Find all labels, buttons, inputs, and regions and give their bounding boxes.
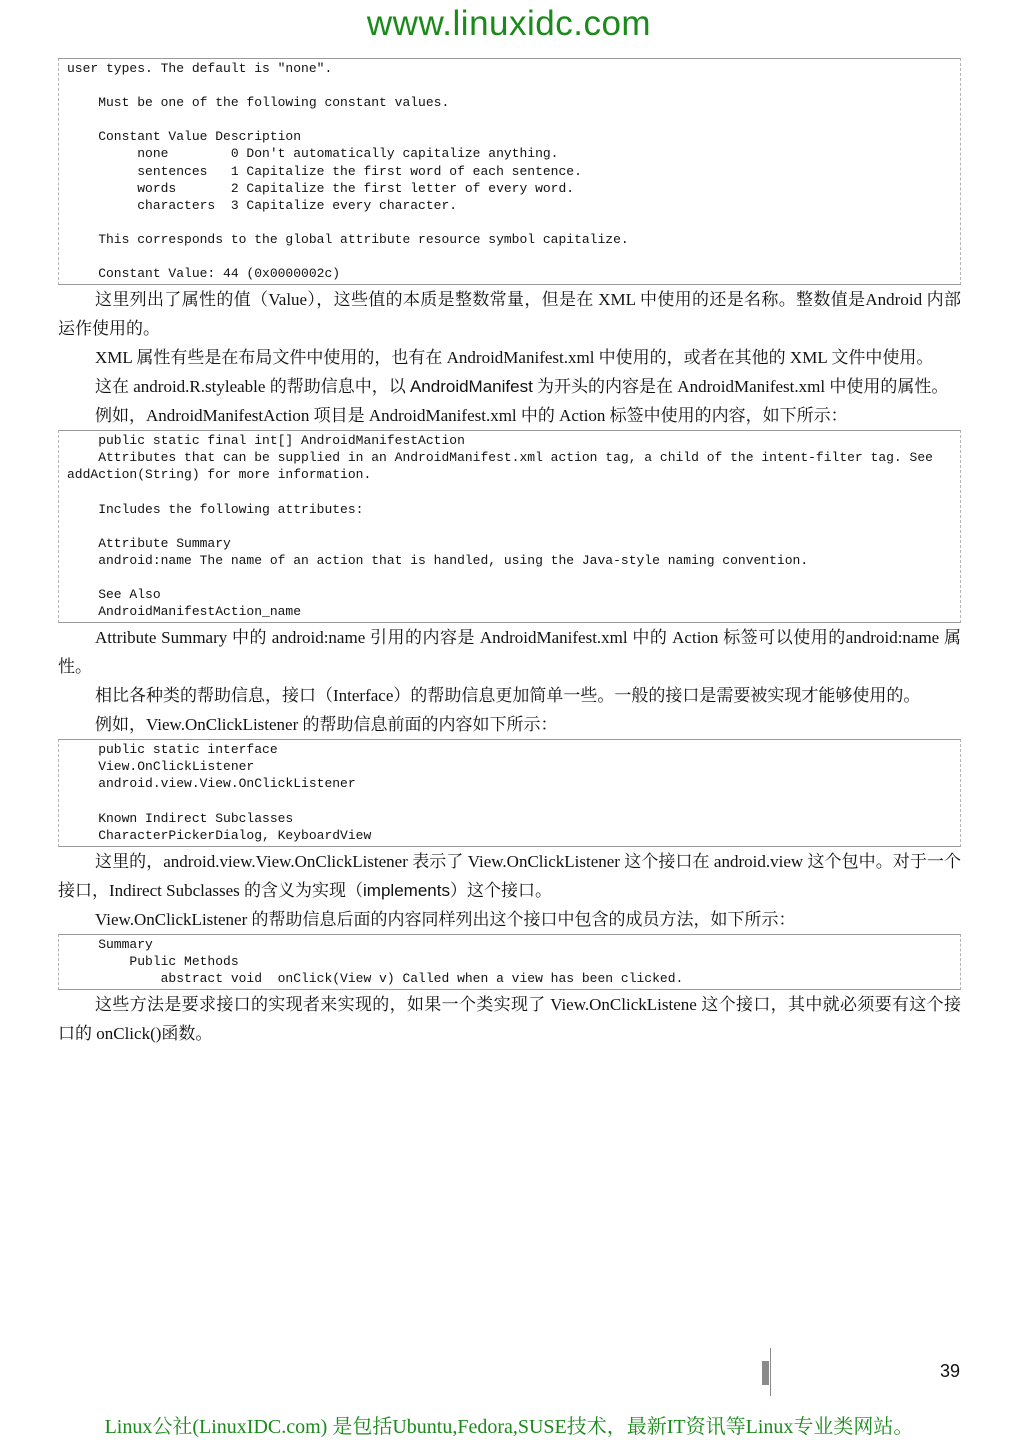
page-number-marker <box>762 1361 769 1385</box>
site-url-header: www.linuxidc.com <box>366 4 652 43</box>
paragraph-methods-intro: View.OnClickListener 的帮助信息后面的内容同样列出这个接口中包含的成员方法，如下所示： <box>95 909 796 929</box>
code-block-summary-methods: Summary Public Methods abstract void onClick(View v) Called when a view has been clicked. <box>58 934 961 990</box>
paragraph-manifest-action-intro: 例如，AndroidManifestAction 项目是 AndroidManifest.xml 中的 Action 标签中使用的内容，如下所示： <box>95 406 848 426</box>
paragraph-styleable-term: AndroidManifest <box>409 377 533 397</box>
page-number: 39 <box>939 1361 960 1381</box>
code-block-capitalize-constants: user types. The default is "none". Must be one of the following constant values. Constant Value Description none 0 Don't automatically capitalize anything. sentences 1 Capitalize the first word of each sentence. words 2 Capitalize the first letter of every word. characters 3 Capitalize every character. This corresponds to the global attribute resource symbol capitalize. Constant Value: 44 (0x0000002c) <box>58 58 961 285</box>
code-block-manifest-action: public static final int[] AndroidManifestAction Attributes that can be supplied in an AndroidManifest.xml action tag, a child of the intent-filter tag. See addAction(String) for more information. Includes the following attributes: Attribute Summary android:name The name of an action that is handled, using the Java-style naming convention. See Also AndroidManifestAction_name <box>58 430 961 623</box>
paragraph-xml-attributes: XML 属性有些是在布局文件中使用的，也有在 AndroidManifest.xml 中使用的，或者在其他的 XML 文件中使用。 <box>95 348 934 368</box>
paragraph-onclicklistener-intro: 例如，View.OnClickListener 的帮助信息前面的内容如下所示： <box>95 715 558 735</box>
paragraph-value-explanation: 这里列出了属性的值（Value），这些值的本质是整数常量，但是在 XML 中使用的还是名称。整数值是Android 内部运作使用的。 <box>58 290 961 339</box>
paragraph-styleable-end: 为开头的内容是在 AndroidManifest.xml 中使用的属性。 <box>532 377 949 397</box>
document-body <box>58 58 961 1048</box>
paragraph-attribute-summary: Attribute Summary 中的 android:name 引用的内容是 AndroidManifest.xml 中的 Action 标签可以使用的android:name 属性。 <box>58 628 961 677</box>
paragraph-package-start: 这里的，android.view.View.OnClickListener 表示了 View.OnClickListener 这个接口在 android.view 这个包中。对于一个接口，Indirect Subclasses 的含义为实现（ <box>58 851 961 900</box>
paragraph-styleable <box>58 372 961 401</box>
paragraph-package-term: implements <box>363 880 450 900</box>
site-footer-text: Linux公社(LinuxIDC.com) 是包括Ubuntu,Fedora,SUSE技术，最新IT资讯等Linux专业类网站。 <box>104 1416 914 1438</box>
paragraph-package-explanation <box>58 847 961 905</box>
paragraph-interface-intro: 相比各种类的帮助信息，接口（Interface）的帮助信息更加简单一些。一般的接口是需要被实现才能够使用的。 <box>95 686 921 706</box>
paragraph-styleable-start: 这在 android.R.styleable 的帮助信息中，以 <box>95 377 410 397</box>
code-block-onclicklistener: public static interface View.OnClickListener android.view.View.OnClickListener Known Indirect Subclasses CharacterPickerDialog, KeyboardView <box>58 739 961 847</box>
paragraph-implementation: 这些方法是要求接口的实现者来实现的，如果一个类实现了 View.OnClickListene 这个接口，其中就必须要有这个接口的 onClick()函数。 <box>58 995 961 1044</box>
paragraph-package-end: ）这个接口。 <box>449 880 552 900</box>
page-number-divider <box>770 1348 771 1396</box>
